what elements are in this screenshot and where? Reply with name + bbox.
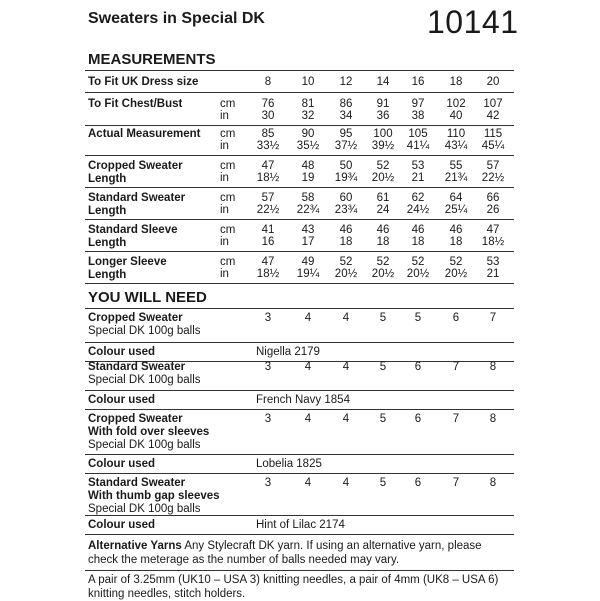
cm-value: 115 xyxy=(483,128,503,140)
divider-line xyxy=(85,534,514,535)
cm-value: 52 xyxy=(376,160,390,172)
yarn-group-label: Standard Sweater Special DK 100g balls xyxy=(88,361,201,386)
divider-line xyxy=(85,187,514,188)
divider-line xyxy=(85,283,514,284)
in-value: 18 xyxy=(411,236,425,248)
unit-cm: cm xyxy=(220,192,236,204)
size-value: 18 xyxy=(449,76,463,88)
cm-value: 52 xyxy=(376,256,390,268)
in-value: 19¾ xyxy=(334,172,358,184)
unit-in: in xyxy=(220,268,229,280)
in-value: 35½ xyxy=(296,140,320,152)
ball-count: 5 xyxy=(379,312,387,324)
in-value: 18 xyxy=(376,236,390,248)
divider-line xyxy=(85,251,514,252)
divider-line xyxy=(85,308,514,309)
cm-value: 57 xyxy=(261,192,275,204)
ball-count: 5 xyxy=(414,312,422,324)
yarn-group-label: Cropped Sweater Special DK 100g balls xyxy=(88,312,201,337)
in-value: 19 xyxy=(301,172,315,184)
cm-value: 60 xyxy=(339,192,353,204)
unit-in: in xyxy=(220,140,229,152)
in-value: 41¼ xyxy=(406,140,430,152)
ball-count: 6 xyxy=(414,361,422,373)
cm-value: 41 xyxy=(261,224,275,236)
size-value: 16 xyxy=(411,76,425,88)
divider-line xyxy=(85,515,514,516)
cm-value: 86 xyxy=(339,98,353,110)
divider-line xyxy=(85,342,514,343)
colour-value: French Navy 1854 xyxy=(256,394,350,406)
in-value: 32 xyxy=(301,110,315,122)
ball-count: 5 xyxy=(379,361,387,373)
ball-count: 3 xyxy=(264,361,272,373)
cm-value: 64 xyxy=(449,192,463,204)
cm-value: 107 xyxy=(483,98,503,110)
cm-value: 110 xyxy=(446,128,466,140)
in-value: 18 xyxy=(339,236,353,248)
cm-value: 46 xyxy=(411,224,425,236)
colour-label: Colour used xyxy=(88,519,156,531)
cm-value: 66 xyxy=(486,192,500,204)
in-value: 39½ xyxy=(371,140,395,152)
page-title: Sweaters in Special DK xyxy=(88,10,265,27)
size-value: 10 xyxy=(301,76,315,88)
in-value: 20½ xyxy=(444,268,468,280)
ball-count: 4 xyxy=(304,413,312,425)
ball-count: 7 xyxy=(489,312,497,324)
cm-value: 90 xyxy=(301,128,315,140)
in-value: 37½ xyxy=(334,140,358,152)
size-label: To Fit UK Dress size xyxy=(88,76,199,88)
in-value: 42 xyxy=(486,110,500,122)
ball-count: 5 xyxy=(379,413,387,425)
ball-count: 8 xyxy=(489,413,497,425)
cm-value: 46 xyxy=(376,224,390,236)
in-value: 21 xyxy=(486,268,500,280)
ball-count: 3 xyxy=(264,477,272,489)
divider-line xyxy=(85,473,514,474)
divider-line xyxy=(85,92,514,93)
cm-value: 52 xyxy=(449,256,463,268)
cm-value: 52 xyxy=(411,256,425,268)
ball-count: 4 xyxy=(304,477,312,489)
ball-count: 8 xyxy=(489,361,497,373)
in-value: 23¾ xyxy=(334,204,358,216)
unit-in: in xyxy=(220,172,229,184)
cm-value: 85 xyxy=(261,128,275,140)
cm-value: 53 xyxy=(411,160,425,172)
unit-in: in xyxy=(220,110,229,122)
in-value: 22½ xyxy=(481,172,505,184)
ball-count: 4 xyxy=(342,312,350,324)
ball-count: 4 xyxy=(342,413,350,425)
divider-line xyxy=(85,219,514,220)
cm-value: 91 xyxy=(376,98,390,110)
divider-line xyxy=(85,125,514,126)
cm-value: 46 xyxy=(449,224,463,236)
unit-cm: cm xyxy=(220,160,236,172)
ball-count: 3 xyxy=(264,413,272,425)
size-value: 12 xyxy=(339,76,353,88)
colour-label: Colour used xyxy=(88,394,156,406)
in-value: 38 xyxy=(411,110,425,122)
in-value: 25¼ xyxy=(444,204,468,216)
measurement-label: Actual Measurement xyxy=(88,128,201,140)
in-value: 34 xyxy=(339,110,353,122)
cm-value: 52 xyxy=(339,256,353,268)
in-value: 24 xyxy=(376,204,390,216)
divider-line xyxy=(85,70,514,71)
cm-value: 57 xyxy=(486,160,500,172)
ball-count: 6 xyxy=(452,312,460,324)
ball-count: 4 xyxy=(342,361,350,373)
cm-value: 53 xyxy=(486,256,500,268)
ball-count: 7 xyxy=(452,413,460,425)
cm-value: 55 xyxy=(449,160,463,172)
in-value: 18 xyxy=(449,236,463,248)
measurement-label: Longer Sleeve Length xyxy=(88,256,167,281)
measurement-label: Standard Sweater Length xyxy=(88,192,186,217)
ball-count: 4 xyxy=(304,361,312,373)
measurements-heading: MEASUREMENTS xyxy=(88,51,216,68)
you-will-need-heading: YOU WILL NEED xyxy=(88,289,207,306)
colour-label: Colour used xyxy=(88,458,156,470)
ball-count: 3 xyxy=(264,312,272,324)
in-value: 21 xyxy=(411,172,425,184)
ball-count: 8 xyxy=(489,477,497,489)
in-value: 21¾ xyxy=(444,172,468,184)
measurement-label: To Fit Chest/Bust xyxy=(88,98,183,110)
cm-value: 47 xyxy=(486,224,500,236)
in-value: 17 xyxy=(301,236,315,248)
in-value: 43¼ xyxy=(444,140,468,152)
cm-value: 47 xyxy=(261,160,275,172)
ball-count: 7 xyxy=(452,361,460,373)
cm-value: 100 xyxy=(373,128,393,140)
in-value: 18½ xyxy=(256,172,280,184)
divider-line xyxy=(85,409,514,410)
needles-note: A pair of 3.25mm (UK10 – USA 3) knitting needles, a pair of 4mm (UK8 – USA 6) knitting needles, stitch holders. xyxy=(88,574,499,600)
cm-value: 58 xyxy=(301,192,315,204)
in-value: 22½ xyxy=(256,204,280,216)
yarn-group-label: Standard Sweater With thumb gap sleeves Special DK 100g balls xyxy=(88,477,220,515)
colour-value: Lobelia 1825 xyxy=(256,458,322,470)
unit-in: in xyxy=(220,236,229,248)
unit-cm: cm xyxy=(220,128,236,140)
in-value: 26 xyxy=(486,204,500,216)
unit-in: in xyxy=(220,204,229,216)
in-value: 22¾ xyxy=(296,204,320,216)
measurement-label: Standard Sleeve Length xyxy=(88,224,178,249)
unit-cm: cm xyxy=(220,98,236,110)
pattern-number: 10141 xyxy=(427,4,519,40)
in-value: 24½ xyxy=(406,204,430,216)
ball-count: 5 xyxy=(379,477,387,489)
cm-value: 48 xyxy=(301,160,315,172)
cm-value: 62 xyxy=(411,192,425,204)
in-value: 18½ xyxy=(256,268,280,280)
divider-line xyxy=(85,155,514,156)
alternative-yarns-note: Alternative Yarns Any Stylecraft DK yarn. If using an alternative yarn, please check the meterage as the number of balls needed may vary. xyxy=(88,540,482,566)
in-value: 40 xyxy=(449,110,463,122)
in-value: 16 xyxy=(261,236,275,248)
in-value: 20½ xyxy=(406,268,430,280)
colour-value: Hint of Lilac 2174 xyxy=(256,519,345,531)
ball-count: 7 xyxy=(452,477,460,489)
cm-value: 81 xyxy=(301,98,315,110)
ball-count: 6 xyxy=(414,477,422,489)
divider-line xyxy=(85,454,514,455)
in-value: 20½ xyxy=(371,268,395,280)
in-value: 20½ xyxy=(334,268,358,280)
cm-value: 61 xyxy=(376,192,390,204)
measurement-label: Cropped Sweater Length xyxy=(88,160,183,185)
cm-value: 47 xyxy=(261,256,275,268)
divider-line xyxy=(85,570,514,571)
cm-value: 97 xyxy=(411,98,425,110)
cm-value: 102 xyxy=(446,98,466,110)
cm-value: 105 xyxy=(408,128,428,140)
in-value: 45¼ xyxy=(481,140,505,152)
ball-count: 4 xyxy=(342,477,350,489)
in-value: 36 xyxy=(376,110,390,122)
cm-value: 43 xyxy=(301,224,315,236)
in-value: 30 xyxy=(261,110,275,122)
in-value: 33½ xyxy=(256,140,280,152)
cm-value: 46 xyxy=(339,224,353,236)
cm-value: 49 xyxy=(301,256,315,268)
colour-label: Colour used xyxy=(88,346,156,358)
cm-value: 95 xyxy=(339,128,353,140)
unit-cm: cm xyxy=(220,256,236,268)
colour-value: Nigella 2179 xyxy=(256,346,320,358)
size-value: 8 xyxy=(264,76,272,88)
cm-value: 76 xyxy=(261,98,275,110)
cm-value: 50 xyxy=(339,160,353,172)
size-value: 20 xyxy=(486,76,500,88)
in-value: 20½ xyxy=(371,172,395,184)
size-value: 14 xyxy=(376,76,390,88)
unit-cm: cm xyxy=(220,224,236,236)
in-value: 19¼ xyxy=(296,268,320,280)
divider-line xyxy=(85,390,514,391)
yarn-group-label: Cropped Sweater With fold over sleeves Special DK 100g balls xyxy=(88,413,210,451)
ball-count: 6 xyxy=(414,413,422,425)
in-value: 18½ xyxy=(481,236,505,248)
ball-count: 4 xyxy=(304,312,312,324)
